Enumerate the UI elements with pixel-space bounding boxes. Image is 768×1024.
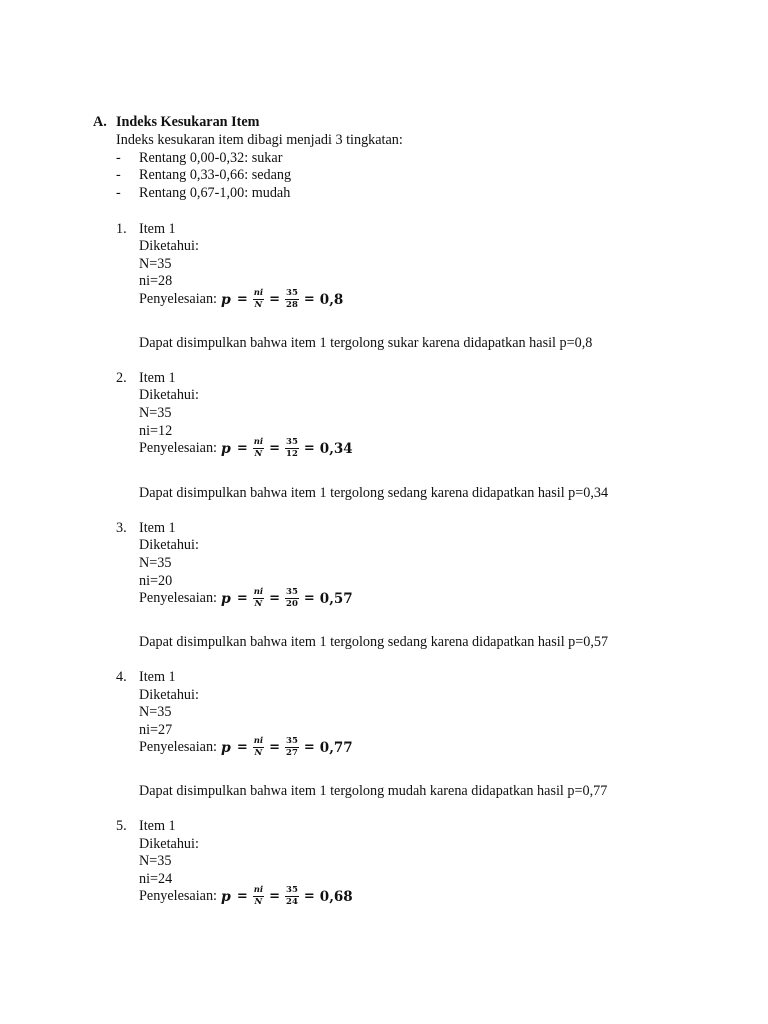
- item-known-label: Diketahui:: [139, 387, 199, 403]
- item-number: 4.: [116, 669, 127, 685]
- item-ni-value: ni=20: [139, 573, 173, 589]
- item-known-label: Diketahui:: [139, 238, 199, 254]
- equals-sign: =: [269, 889, 281, 904]
- equals-sign: =: [303, 292, 315, 307]
- item-conclusion: Dapat disimpulkan bahwa item 1 tergolong mudah karena didapatkan hasil p=0,77: [139, 783, 608, 799]
- item-N-value: N=35: [139, 256, 172, 272]
- fraction-numerator: 35: [286, 437, 298, 447]
- fraction-denominator: N: [254, 449, 263, 459]
- fraction-numerator: ni: [253, 587, 264, 597]
- item-N-value: N=35: [139, 853, 172, 869]
- item-ni-value: ni=12: [139, 423, 173, 439]
- fraction-denominator: N: [254, 897, 263, 907]
- range-dash: -: [116, 185, 121, 201]
- fraction-values: [285, 737, 299, 758]
- item-known-label: Diketahui:: [139, 687, 199, 703]
- equals-sign: =: [236, 740, 248, 755]
- equals-sign: =: [303, 740, 315, 755]
- p-variable: p: [221, 739, 231, 756]
- fraction-ni-over-N: [253, 588, 264, 609]
- fraction-denominator: 24: [286, 897, 298, 907]
- item-conclusion: Dapat disimpulkan bahwa item 1 tergolong sedang karena didapatkan hasil p=0,57: [139, 634, 609, 650]
- fraction-numerator: 35: [286, 288, 298, 298]
- fraction-ni-over-N: [253, 886, 264, 907]
- item-title: Item 1: [139, 370, 176, 386]
- item-conclusion: Dapat disimpulkan bahwa item 1 tergolong sedang karena didapatkan hasil p=0,34: [139, 485, 609, 501]
- item-number: 3.: [116, 520, 127, 536]
- equals-sign: =: [269, 740, 281, 755]
- solution-label: Penyelesaian:: [139, 739, 218, 755]
- fraction-denominator: 28: [286, 300, 298, 310]
- fraction-denominator: N: [254, 599, 263, 609]
- fraction-numerator: 35: [286, 736, 298, 746]
- fraction-denominator: 27: [286, 748, 298, 758]
- fraction-ni-over-N: [253, 737, 264, 758]
- result-value: 0,8: [319, 291, 344, 308]
- solution-equation: [139, 588, 353, 609]
- fraction-numerator: ni: [253, 736, 264, 746]
- equals-sign: =: [236, 889, 248, 904]
- range-text: Rentang 0,67-1,00: mudah: [139, 185, 291, 201]
- solution-equation: [139, 886, 353, 907]
- solution-equation: [139, 289, 343, 310]
- solution-label: Penyelesaian:: [139, 291, 218, 307]
- result-value: 0,57: [319, 590, 353, 607]
- fraction-denominator: 12: [286, 449, 298, 459]
- fraction-values: [285, 886, 299, 907]
- equals-sign: =: [269, 591, 281, 606]
- result-value: 0,68: [319, 888, 353, 905]
- range-text: Rentang 0,00-0,32: sukar: [139, 150, 283, 166]
- fraction-numerator: ni: [253, 885, 264, 895]
- item-conclusion: Dapat disimpulkan bahwa item 1 tergolong sukar karena didapatkan hasil p=0,8: [139, 335, 593, 351]
- item-N-value: N=35: [139, 704, 172, 720]
- fraction-values: [285, 289, 299, 310]
- fraction-denominator: N: [254, 748, 263, 758]
- item-title: Item 1: [139, 818, 176, 834]
- p-variable: p: [221, 888, 231, 905]
- equals-sign: =: [303, 889, 315, 904]
- solution-label: Penyelesaian:: [139, 440, 218, 456]
- item-number: 5.: [116, 818, 127, 834]
- p-variable: p: [221, 590, 231, 607]
- item-number: 1.: [116, 221, 127, 237]
- solution-equation: [139, 737, 353, 758]
- fraction-numerator: ni: [253, 288, 264, 298]
- section-intro: Indeks kesukaran item dibagi menjadi 3 tingkatan:: [116, 132, 403, 148]
- item-N-value: N=35: [139, 555, 172, 571]
- fraction-ni-over-N: [253, 289, 264, 310]
- section-title: Indeks Kesukaran Item: [116, 114, 260, 130]
- equals-sign: =: [236, 441, 248, 456]
- item-ni-value: ni=27: [139, 722, 173, 738]
- item-number: 2.: [116, 370, 127, 386]
- item-ni-value: ni=28: [139, 273, 173, 289]
- solution-equation: [139, 438, 353, 459]
- fraction-denominator: N: [254, 300, 263, 310]
- item-title: Item 1: [139, 520, 176, 536]
- section-marker: A.: [93, 114, 107, 130]
- item-title: Item 1: [139, 669, 176, 685]
- equals-sign: =: [236, 591, 248, 606]
- fraction-numerator: 35: [286, 587, 298, 597]
- item-known-label: Diketahui:: [139, 537, 199, 553]
- fraction-ni-over-N: [253, 438, 264, 459]
- equals-sign: =: [303, 591, 315, 606]
- equals-sign: =: [303, 441, 315, 456]
- item-N-value: N=35: [139, 405, 172, 421]
- p-variable: p: [221, 440, 231, 457]
- solution-label: Penyelesaian:: [139, 888, 218, 904]
- equals-sign: =: [269, 441, 281, 456]
- result-value: 0,77: [319, 739, 353, 756]
- fraction-values: [285, 588, 299, 609]
- item-ni-value: ni=24: [139, 871, 173, 887]
- solution-label: Penyelesaian:: [139, 590, 218, 606]
- fraction-numerator: ni: [253, 437, 264, 447]
- range-dash: -: [116, 167, 121, 183]
- fraction-numerator: 35: [286, 885, 298, 895]
- fraction-denominator: 20: [286, 599, 298, 609]
- equals-sign: =: [269, 292, 281, 307]
- item-known-label: Diketahui:: [139, 836, 199, 852]
- range-dash: -: [116, 150, 121, 166]
- equals-sign: =: [236, 292, 248, 307]
- item-title: Item 1: [139, 221, 176, 237]
- range-text: Rentang 0,33-0,66: sedang: [139, 167, 292, 183]
- p-variable: p: [221, 291, 231, 308]
- result-value: 0,34: [319, 440, 353, 457]
- fraction-values: [285, 438, 299, 459]
